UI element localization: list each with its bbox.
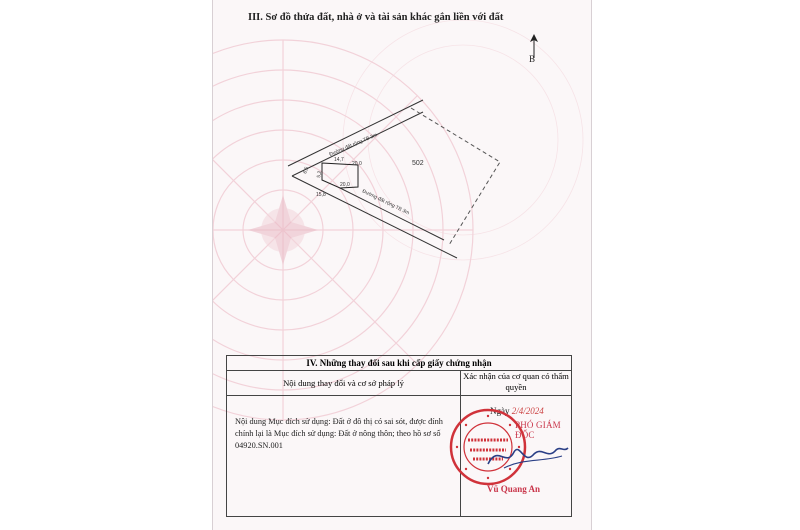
column-header-content: Nội dung thay đổi và cơ sở pháp lý <box>227 371 461 396</box>
dim-label: 20,0 <box>340 182 350 188</box>
road-bottom-edge-2 <box>340 188 444 240</box>
handwritten-signature <box>484 438 570 474</box>
parcel-502-boundary <box>411 108 500 245</box>
date-value: 2/4/2024 <box>511 406 544 416</box>
date-prefix: Ngày <box>490 406 510 416</box>
road-bottom-edge <box>292 176 457 258</box>
road-label-bottom: Đường đất rộng TB 3m <box>361 188 411 217</box>
dim-label: 15,8 <box>316 192 326 198</box>
signer-title: PHÓ GIÁM ĐỐC <box>515 420 561 440</box>
dim-label: 6,5 <box>302 166 311 175</box>
road-label-top: Đường đất rộng TB 3m <box>328 132 379 158</box>
change-content: Nội dung Mục đích sử dụng: Đất ở đô thị có sai sót, được đính chính lại là Mục đích sử dụng: Đất ở nông thôn; theo hồ sơ số 04920.SN.001 <box>235 417 443 450</box>
parcel-number: 502 <box>412 160 424 167</box>
section3-title: III. Sơ đồ thửa đất, nhà ở và tài sản khác gắn liền với đất <box>248 12 504 23</box>
signer-name: Vũ Quang An <box>487 484 541 494</box>
dim-label: 5,2 <box>316 170 324 179</box>
road-top-edge <box>288 100 423 166</box>
dim-label: 20,0 <box>352 161 362 167</box>
column-header-authority: Xác nhận của cơ quan có thẩm quyền <box>461 371 571 396</box>
north-label: B <box>529 54 536 64</box>
dim-label: 14,7 <box>334 157 344 163</box>
section4-title: IV. Những thay đổi sau khi cấp giấy chứng nhận <box>227 356 571 371</box>
parcel-map <box>212 0 590 300</box>
